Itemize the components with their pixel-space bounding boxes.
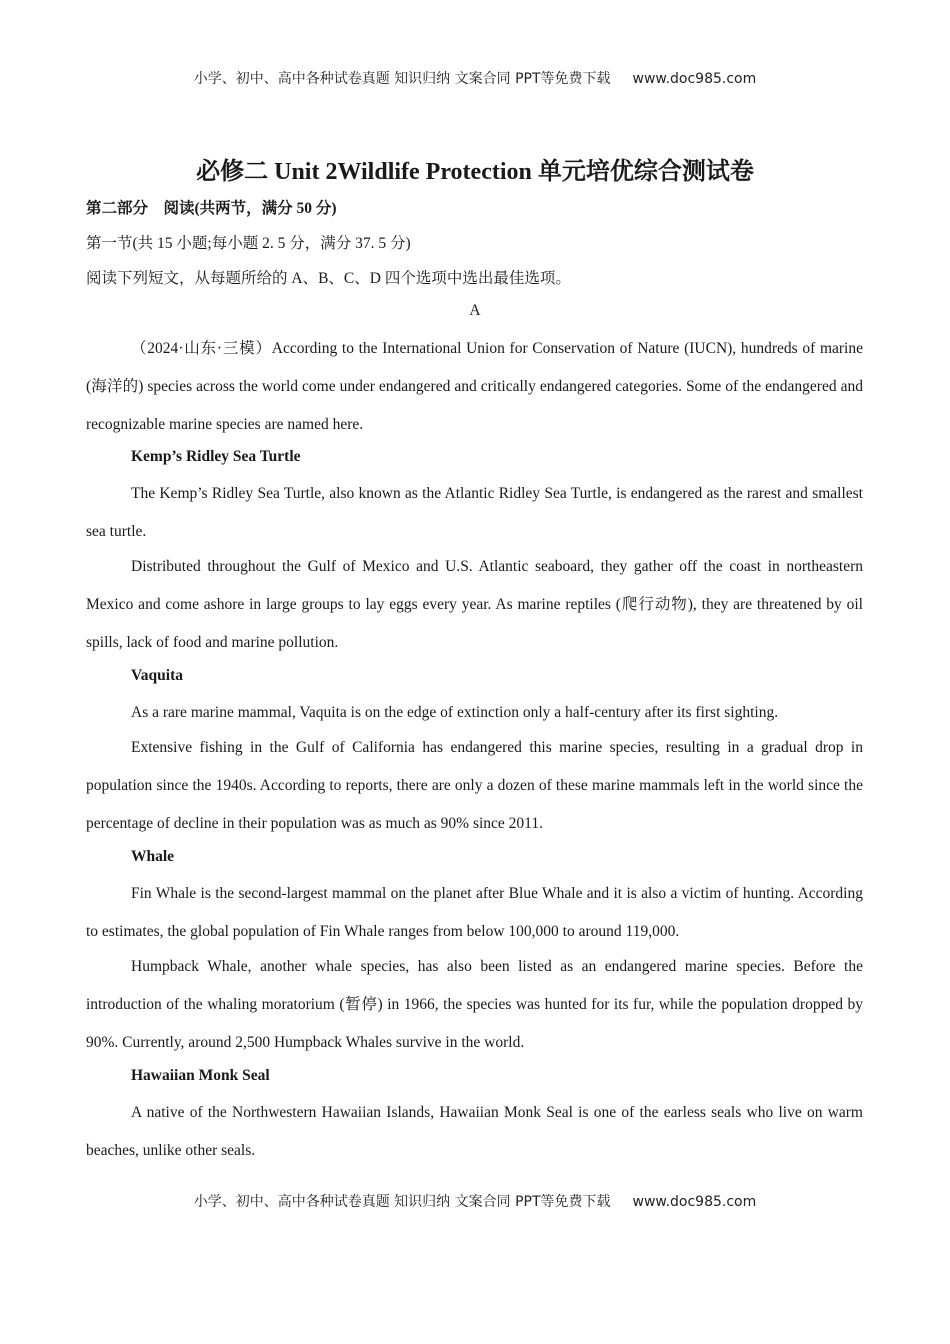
passage-label: A	[469, 302, 481, 319]
intro-paragraph: （2024·山东·三模）According to the International Union for Conservation of Nature (IUCN), hundreds of marine (海洋的) species across the world come under endangered and critically endangered categories. Some of the endangered and recognizable marine species are named here.	[86, 340, 863, 433]
page-footer	[0, 1191, 950, 1211]
part-heading: 第二部分 阅读(共两节，满分 50 分)	[86, 200, 337, 217]
paragraph-whale-1: Fin Whale is the second-largest mammal on the planet after Blue Whale and it is also a victim of hunting. According to estimates, the global population of Fin Whale ranges from below 100,000 to around 119,000.	[86, 885, 863, 940]
paragraph-monk-seal-1: A native of the Northwestern Hawaiian Islands, Hawaiian Monk Seal is one of the earless seals who live on warm beaches, unlike other seals.	[86, 1104, 863, 1159]
header-site-link[interactable]: www.doc985.com	[632, 71, 757, 87]
footer-text: 小学、初中、高中各种试卷真题 知识归纳 文案合同 PPT等免费下载	[193, 1194, 611, 1210]
section-heading: 第一节(共 15 小题;每小题 2. 5 分，满分 37. 5 分)	[86, 235, 411, 252]
page-header	[0, 68, 950, 88]
document-title: 必修二 Unit 2Wildlife Protection 单元培优综合测试卷	[196, 159, 754, 185]
paragraph-vaquita-1: As a rare marine mammal, Vaquita is on the edge of extinction only a half-century after its first sighting.	[131, 704, 779, 721]
paragraph-kemps-1: The Kemp’s Ridley Sea Turtle, also known as the Atlantic Ridley Sea Turtle, is endangered as the rarest and smallest sea turtle.	[86, 485, 863, 540]
instruction-text: 阅读下列短文，从每题所给的 A、B、C、D 四个选项中选出最佳选项。	[86, 270, 571, 287]
paragraph-whale-2: Humpback Whale, another whale species, has also been listed as an endangered marine species. Before the introduction of the whaling moratorium (暂停) in 1966, the species was hunted for its fur, while the population dropped by 90%. Currently, around 2,500 Humpback Whales survive in the world.	[86, 958, 863, 1051]
heading-kemps-ridley: Kemp’s Ridley Sea Turtle	[131, 448, 301, 465]
heading-vaquita: Vaquita	[131, 667, 183, 684]
footer-site-link[interactable]: www.doc985.com	[632, 1194, 757, 1210]
paragraph-kemps-2: Distributed throughout the Gulf of Mexico and U.S. Atlantic seaboard, they gather off the coast in northeastern Mexico and come ashore in large groups to lay eggs every year. As marine reptiles (爬行动物), they are threatened by oil spills, lack of food and marine pollution.	[86, 558, 863, 651]
heading-whale: Whale	[131, 848, 175, 865]
heading-monk-seal: Hawaiian Monk Seal	[131, 1067, 270, 1084]
header-text: 小学、初中、高中各种试卷真题 知识归纳 文案合同 PPT等免费下载	[193, 71, 611, 87]
paragraph-vaquita-2: Extensive fishing in the Gulf of California has endangered this marine species, resulting in a gradual drop in population since the 1940s. According to reports, there are only a dozen of these marine mammals left in the world since the percentage of decline in their population was as much as 90% since 2011.	[86, 739, 863, 832]
